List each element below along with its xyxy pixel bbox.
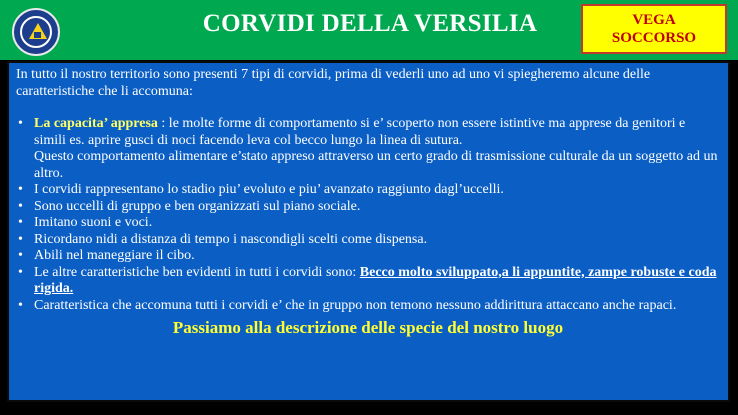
slide-title: CORVIDI DELLA VERSILIA — [202, 10, 538, 37]
bullet-list-2 — [16, 182, 720, 314]
list-item: • I corvidi rappresentano lo stadio piu’ evoluto e piu’ avanzato raggiunto dagl’uccelli. — [16, 182, 720, 199]
list-item — [16, 116, 720, 149]
header-bar — [0, 0, 738, 60]
badge-line-1: VEGA — [632, 12, 676, 28]
content-panel — [7, 61, 730, 402]
learned-ability-label: La capacita’ appresa — [34, 116, 158, 131]
list-item: • Imitano suoni e voci. — [16, 215, 720, 232]
closing-line: Passiamo alla descrizione delle specie del nostro luogo — [172, 318, 564, 337]
list-item: • Abili nel maneggiare il cibo. — [16, 248, 720, 265]
protezione-civile-logo-icon — [12, 8, 60, 56]
list-item-text: : le molte forme di comportamento si e’ scoperto non essere istintive ma apprese da genitori e simili es. aprire gusci di noci facendo leva col becco lungo la linea di sutura. — [34, 116, 686, 148]
list-item: • Caratteristica che accomuna tutti i corvidi e’ che in gruppo non temono nessuno addirittura attaccano anche rapaci. — [16, 298, 720, 315]
intro-text: In tutto il nostro territorio sono presenti 7 tipi di corvidi, prima di vederli uno ad uno vi spiegheremo alcune delle caratteristiche che li accomuna: — [16, 67, 651, 99]
vega-soccorso-badge — [581, 4, 727, 54]
list-item — [16, 265, 720, 298]
list-item-continuation: Questo comportamento alimentare e’stato appreso attraverso un certo grado di trasmissione culturale da un soggetto ad un altro. — [34, 149, 718, 181]
list-item-text: Le altre caratteristiche ben evidenti in tutti i corvidi sono: — [34, 264, 360, 280]
badge-line-2: SOCCORSO — [611, 30, 697, 46]
list-item: • Sono uccelli di gruppo e ben organizzati sul piano sociale. — [16, 199, 720, 216]
list-item: • Ricordano nidi a distanza di tempo i nascondigli scelti come dispensa. — [16, 232, 720, 249]
traits-bold-text: Becco molto sviluppato,a li appuntite, zampe robuste e coda rigida. — [34, 264, 717, 296]
bullet-list — [16, 116, 720, 149]
